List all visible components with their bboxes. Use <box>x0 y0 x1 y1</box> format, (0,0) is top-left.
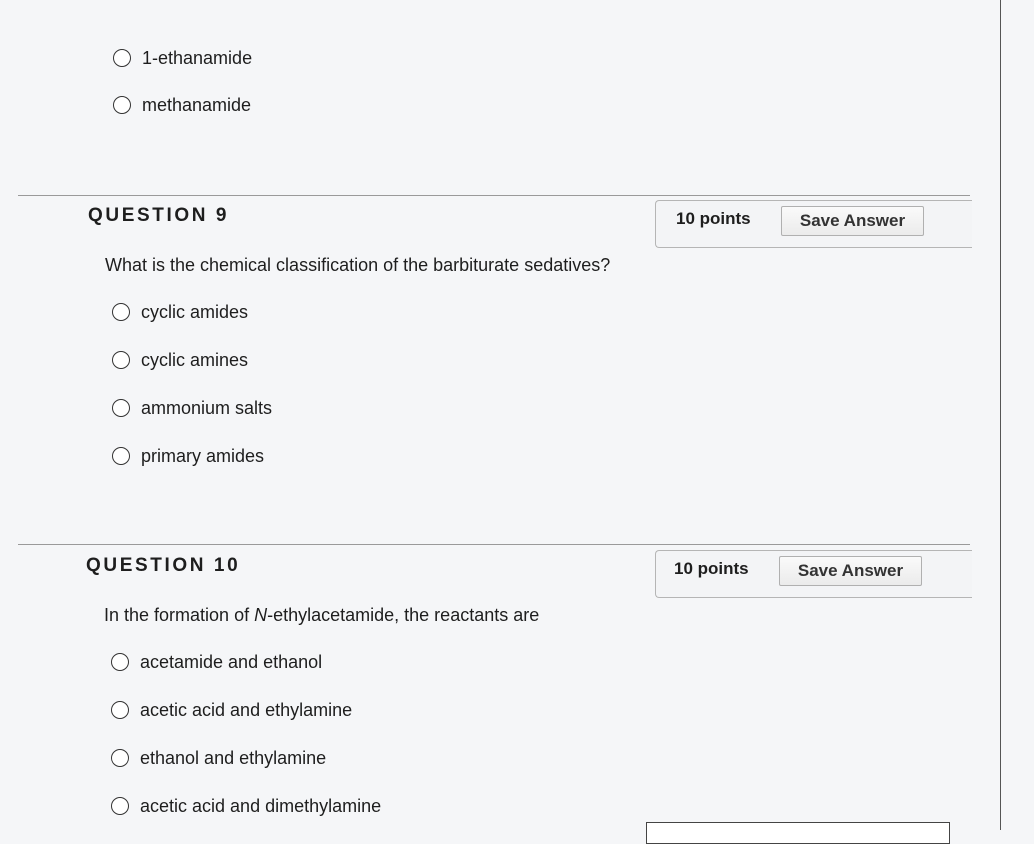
question-text-italic: N <box>254 605 268 625</box>
option-label: 1-ethanamide <box>142 47 253 68</box>
radio-button[interactable] <box>111 701 129 719</box>
radio-button[interactable] <box>113 49 131 67</box>
question-9-option[interactable] <box>112 394 272 422</box>
question-divider <box>18 544 970 545</box>
question-10-points: 10 points <box>674 559 749 578</box>
question-10-option[interactable] <box>111 744 326 772</box>
question-9-option[interactable] <box>112 442 264 470</box>
question-text-part: -ethylacetamide, the reactants are <box>267 605 540 625</box>
question-9-title: QUESTION 9 <box>88 205 230 226</box>
option-label: methanamide <box>142 94 252 115</box>
radio-button[interactable] <box>112 399 130 417</box>
option-label: cyclic amines <box>141 349 249 370</box>
radio-button[interactable] <box>112 351 130 369</box>
radio-button[interactable] <box>111 797 129 815</box>
radio-button[interactable] <box>111 653 129 671</box>
option-label: ammonium salts <box>141 397 273 418</box>
radio-button[interactable] <box>113 96 131 114</box>
question-text-part: In the formation of <box>104 605 255 625</box>
question-10-title: QUESTION 10 <box>86 555 241 576</box>
radio-button[interactable] <box>112 303 130 321</box>
option-label: primary amides <box>141 445 265 466</box>
option-methanamide[interactable] <box>113 91 251 119</box>
question-9-option[interactable] <box>112 298 248 326</box>
option-label: acetic acid and dimethylamine <box>140 795 382 816</box>
option-label: cyclic amides <box>141 301 249 322</box>
question-9-option[interactable] <box>112 346 248 374</box>
next-question-box-edge <box>646 822 950 844</box>
question-10-text <box>104 605 539 626</box>
question-10-option[interactable] <box>111 696 352 724</box>
question-9-text: What is the chemical classification of the barbiturate sedatives? <box>105 255 611 275</box>
option-label: ethanol and ethylamine <box>140 747 327 768</box>
option-1-ethanamide[interactable] <box>113 44 252 72</box>
question-divider <box>18 195 970 196</box>
question-9-save-answer-button[interactable]: Save Answer <box>781 206 924 236</box>
page-right-border <box>1000 0 1001 830</box>
question-9-points: 10 points <box>676 209 751 228</box>
question-10-save-answer-button[interactable]: Save Answer <box>779 556 922 586</box>
radio-button[interactable] <box>111 749 129 767</box>
question-10-option[interactable] <box>111 792 381 820</box>
radio-button[interactable] <box>112 447 130 465</box>
option-label: acetamide and ethanol <box>140 651 323 672</box>
question-10-option[interactable] <box>111 648 322 676</box>
option-label: acetic acid and ethylamine <box>140 699 353 720</box>
